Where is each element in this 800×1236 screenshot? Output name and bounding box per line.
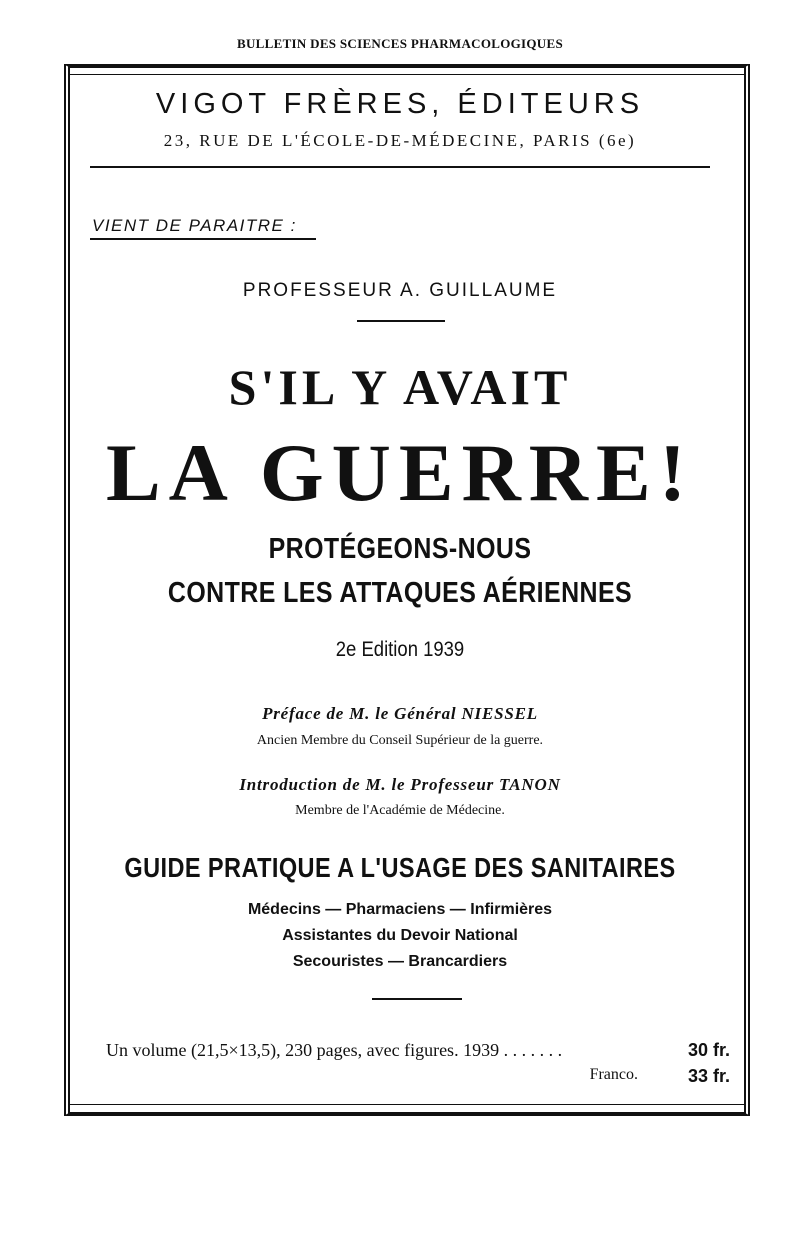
short-divider	[372, 998, 462, 1000]
franco-price: 33 fr.	[687, 1066, 730, 1086]
frame-inner-rule-top	[70, 74, 744, 75]
introduction-line: Introduction de M. le Professeur TANON	[239, 775, 561, 794]
audience-line: Secouristes — Brancardiers	[292, 953, 508, 970]
audience-line: Médecins — Pharmaciens — Infirmières	[247, 901, 553, 918]
volume-price: 30 fr.	[687, 1040, 730, 1060]
book-title-line-1: S'IL Y AVAIT	[228, 359, 572, 415]
author: PROFESSEUR A. GUILLAUME	[242, 280, 558, 301]
guide-heading: GUIDE PRATIQUE A L'USAGE DES SANITAIRES	[124, 852, 676, 883]
edition: 2e Edition 1939	[335, 638, 465, 661]
preface-detail: Ancien Membre du Conseil Supérieur de la guerre.	[256, 733, 544, 748]
book-title-line-2: LA GUERRE!	[105, 427, 694, 518]
publisher-address: 23, RUE DE L'ÉCOLE-DE-MÉDECINE, PARIS (6e)	[163, 131, 637, 150]
audience-line: Assistantes du Devoir National	[282, 927, 518, 944]
running-head: BULLETIN DES SCIENCES PHARMACOLOGIQUES	[237, 36, 563, 51]
subtitle-line-1: PROTÉGEONS-NOUS	[268, 533, 532, 565]
frame-inner-rule-bottom	[70, 1104, 744, 1105]
introduction-detail: Membre de l'Académie de Médecine.	[295, 803, 505, 818]
short-divider	[357, 320, 445, 322]
franco-label: Franco.	[589, 1066, 638, 1083]
divider-rule	[90, 166, 710, 168]
announcement-label: VIENT DE PARAITRE :	[92, 216, 297, 235]
subtitle-line-2: CONTRE LES ATTAQUES AÉRIENNES	[167, 577, 633, 609]
preface-line: Préface de M. le Général NIESSEL	[262, 704, 538, 723]
volume-description: Un volume (21,5×13,5), 230 pages, avec figures. 1939 . . . . . . .	[106, 1040, 563, 1060]
publisher-name: VIGOT FRÈRES, ÉDITEURS	[155, 88, 645, 120]
announcement-underline	[90, 238, 316, 240]
